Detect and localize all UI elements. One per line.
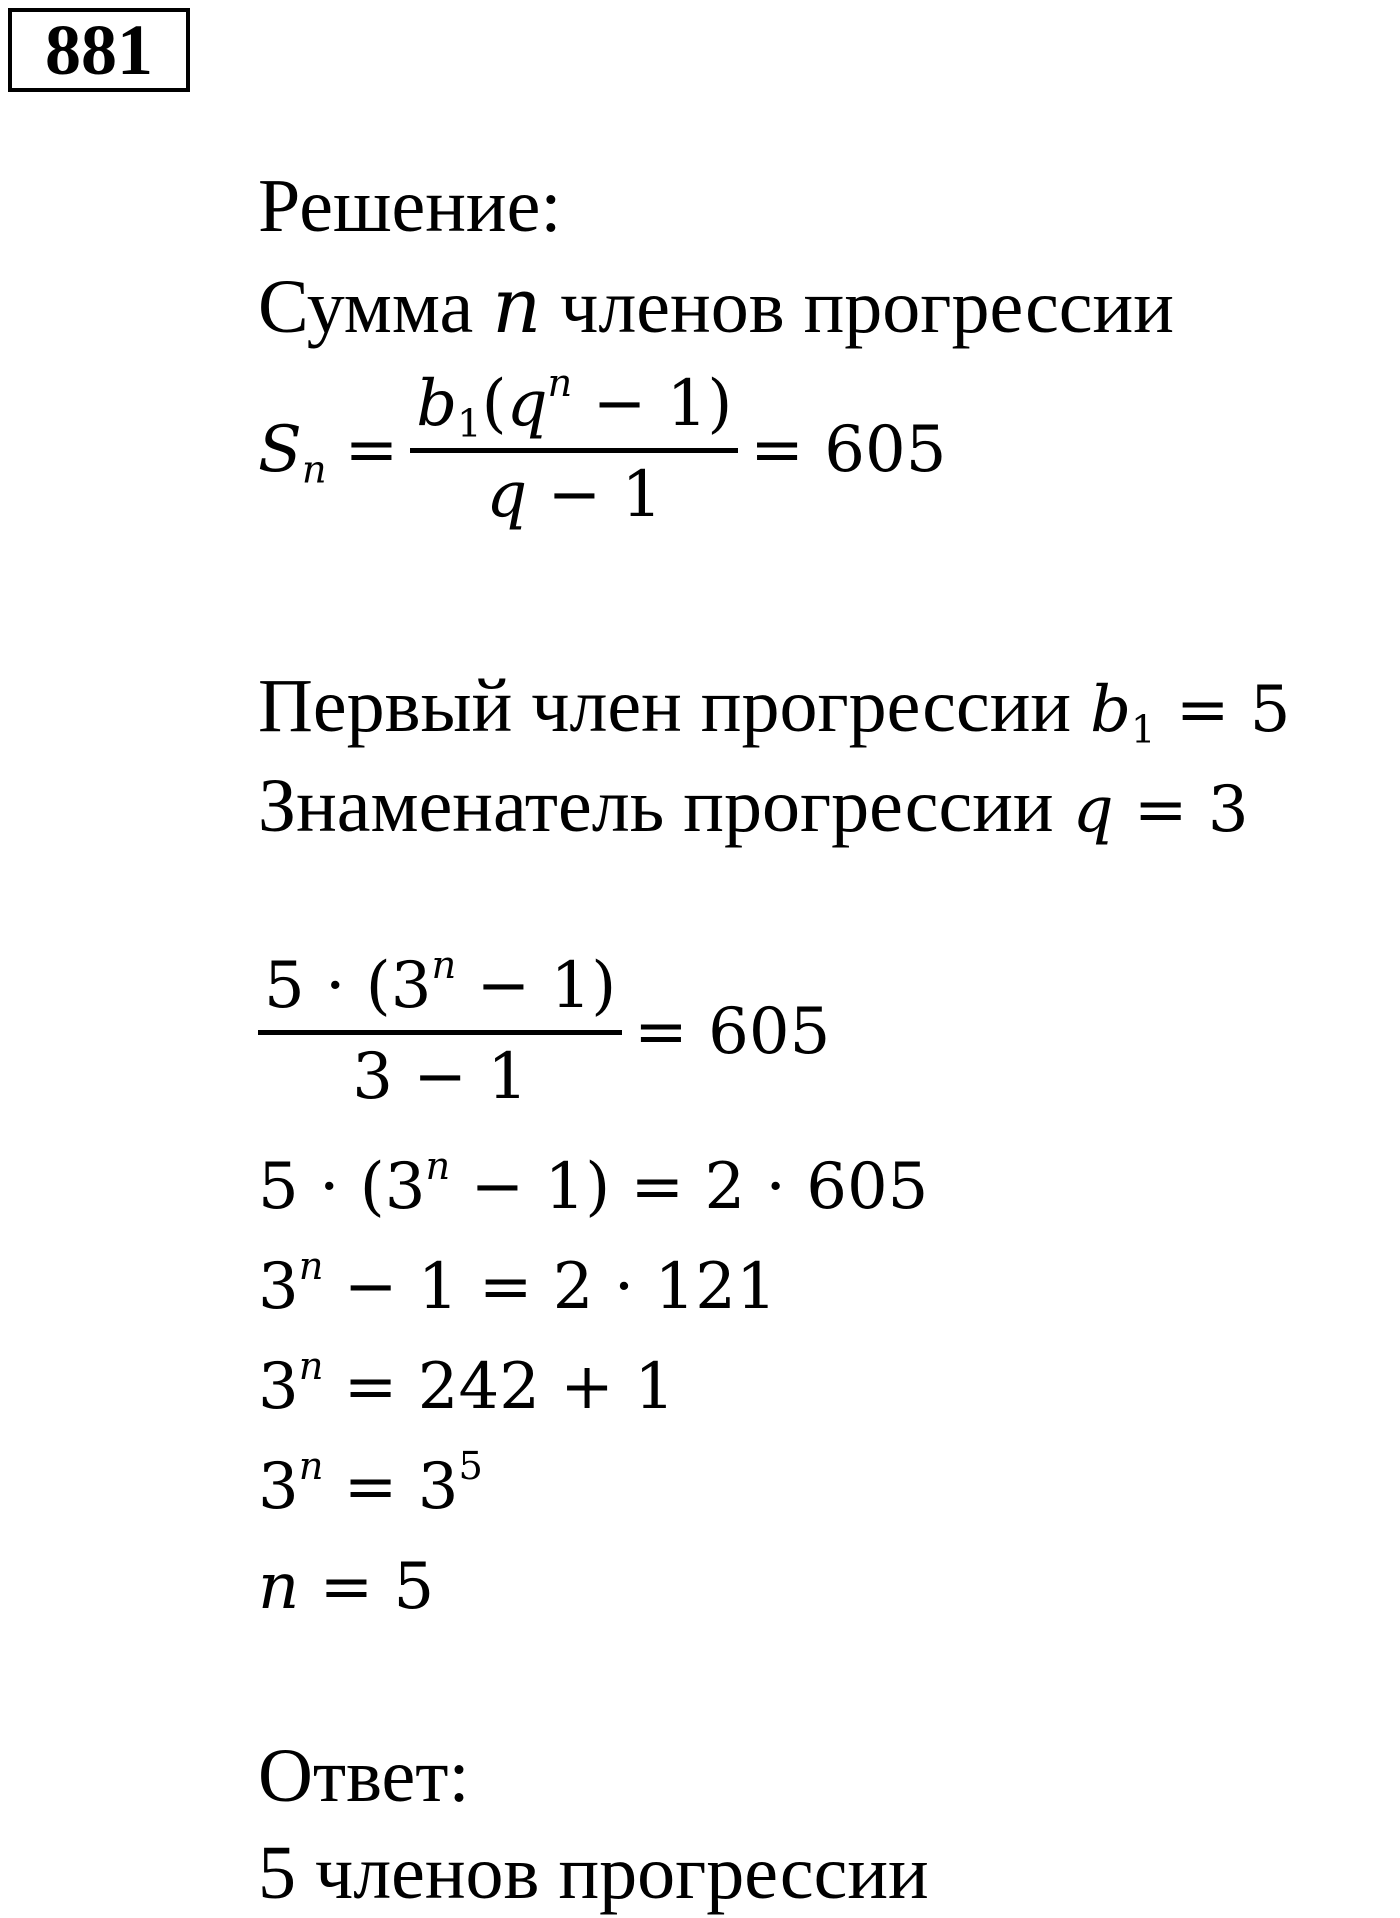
step4-equation [258,1344,675,1424]
formula-den-q: q [486,457,528,532]
step1-equation [258,943,831,1114]
first-term-formula [1090,673,1291,753]
step5-equation [258,1444,483,1524]
step4-post: = 242 + 1 [323,1350,675,1424]
step1-num-pre: 5 · (3 [264,949,432,1023]
ratio-line [258,764,1249,848]
step5-sup2: 5 [458,1444,483,1490]
step1-num-post: − 1) [456,949,617,1023]
step5-mid: = 3 [323,1450,459,1524]
ratio-text: Знаменатель прогрессии [258,764,1054,848]
step2-equation [258,1144,929,1224]
formula-num-q-sup: n [547,361,573,407]
step1-numerator [258,943,622,1024]
step4-sup: n [298,1344,324,1390]
step6-post: = 5 [299,1550,435,1624]
ratio-formula [1073,773,1249,847]
step3-post: − 1 = 2 · 121 [323,1250,777,1324]
sum-intro [258,261,1174,350]
step1-denominator: 3 − 1 [352,1039,528,1114]
step1-fraction [258,943,622,1114]
step1-rhs: = 605 [634,995,831,1070]
step2-pre: 5 · (3 [258,1150,426,1224]
formula-den-rest: − 1 [527,457,663,532]
answer-heading: Ответ: [258,1734,470,1818]
formula-fraction [410,361,738,532]
formula-num-b-sub: 1 [457,401,482,447]
formula-lhs [258,413,327,493]
step1-num-sup: n [431,943,457,989]
answer-text: 5 членов прогрессии [258,1831,929,1915]
formula-num-rest: − 1) [572,367,733,441]
formula-num-open: ( [481,367,507,441]
step3-pre: 3 [258,1250,299,1324]
sum-intro-var: n [492,261,542,350]
step3-equation [258,1244,777,1324]
step2-post: − 1) = 2 · 605 [450,1150,929,1224]
step6-equation [258,1550,435,1624]
first-term-text: Первый член прогрессии [258,664,1072,748]
first-term-line [258,664,1291,753]
formula-lhs-sub: n [301,447,327,493]
step5-sup: n [298,1444,324,1490]
first-term-var: b [1090,673,1132,747]
formula-rhs: = 605 [750,413,947,488]
sum-intro-before: Сумма [258,265,474,349]
formula-eq: = [344,413,399,488]
step3-sup: n [298,1244,324,1290]
ratio-rhs: = 3 [1113,773,1249,847]
step5-pre: 3 [258,1450,299,1524]
step6-var: n [258,1550,300,1624]
formula-lhs-var: S [258,413,302,488]
ratio-var: q [1072,773,1114,847]
formula-numerator [410,361,738,447]
sum-intro-after: членов прогрессии [560,265,1174,349]
solution-heading: Решение: [258,164,562,248]
first-term-rhs: = 5 [1155,673,1291,747]
formula-num-b: b [416,367,458,441]
step2-sup: n [425,1144,451,1190]
step1-fraction-bar [258,1030,622,1035]
first-term-sub: 1 [1131,707,1156,753]
step4-pre: 3 [258,1350,299,1424]
formula-fraction-bar [410,448,738,453]
sum-formula [258,361,947,532]
formula-num-q: q [506,367,548,441]
formula-denominator [480,459,668,533]
problem-number: 881 [8,8,190,92]
